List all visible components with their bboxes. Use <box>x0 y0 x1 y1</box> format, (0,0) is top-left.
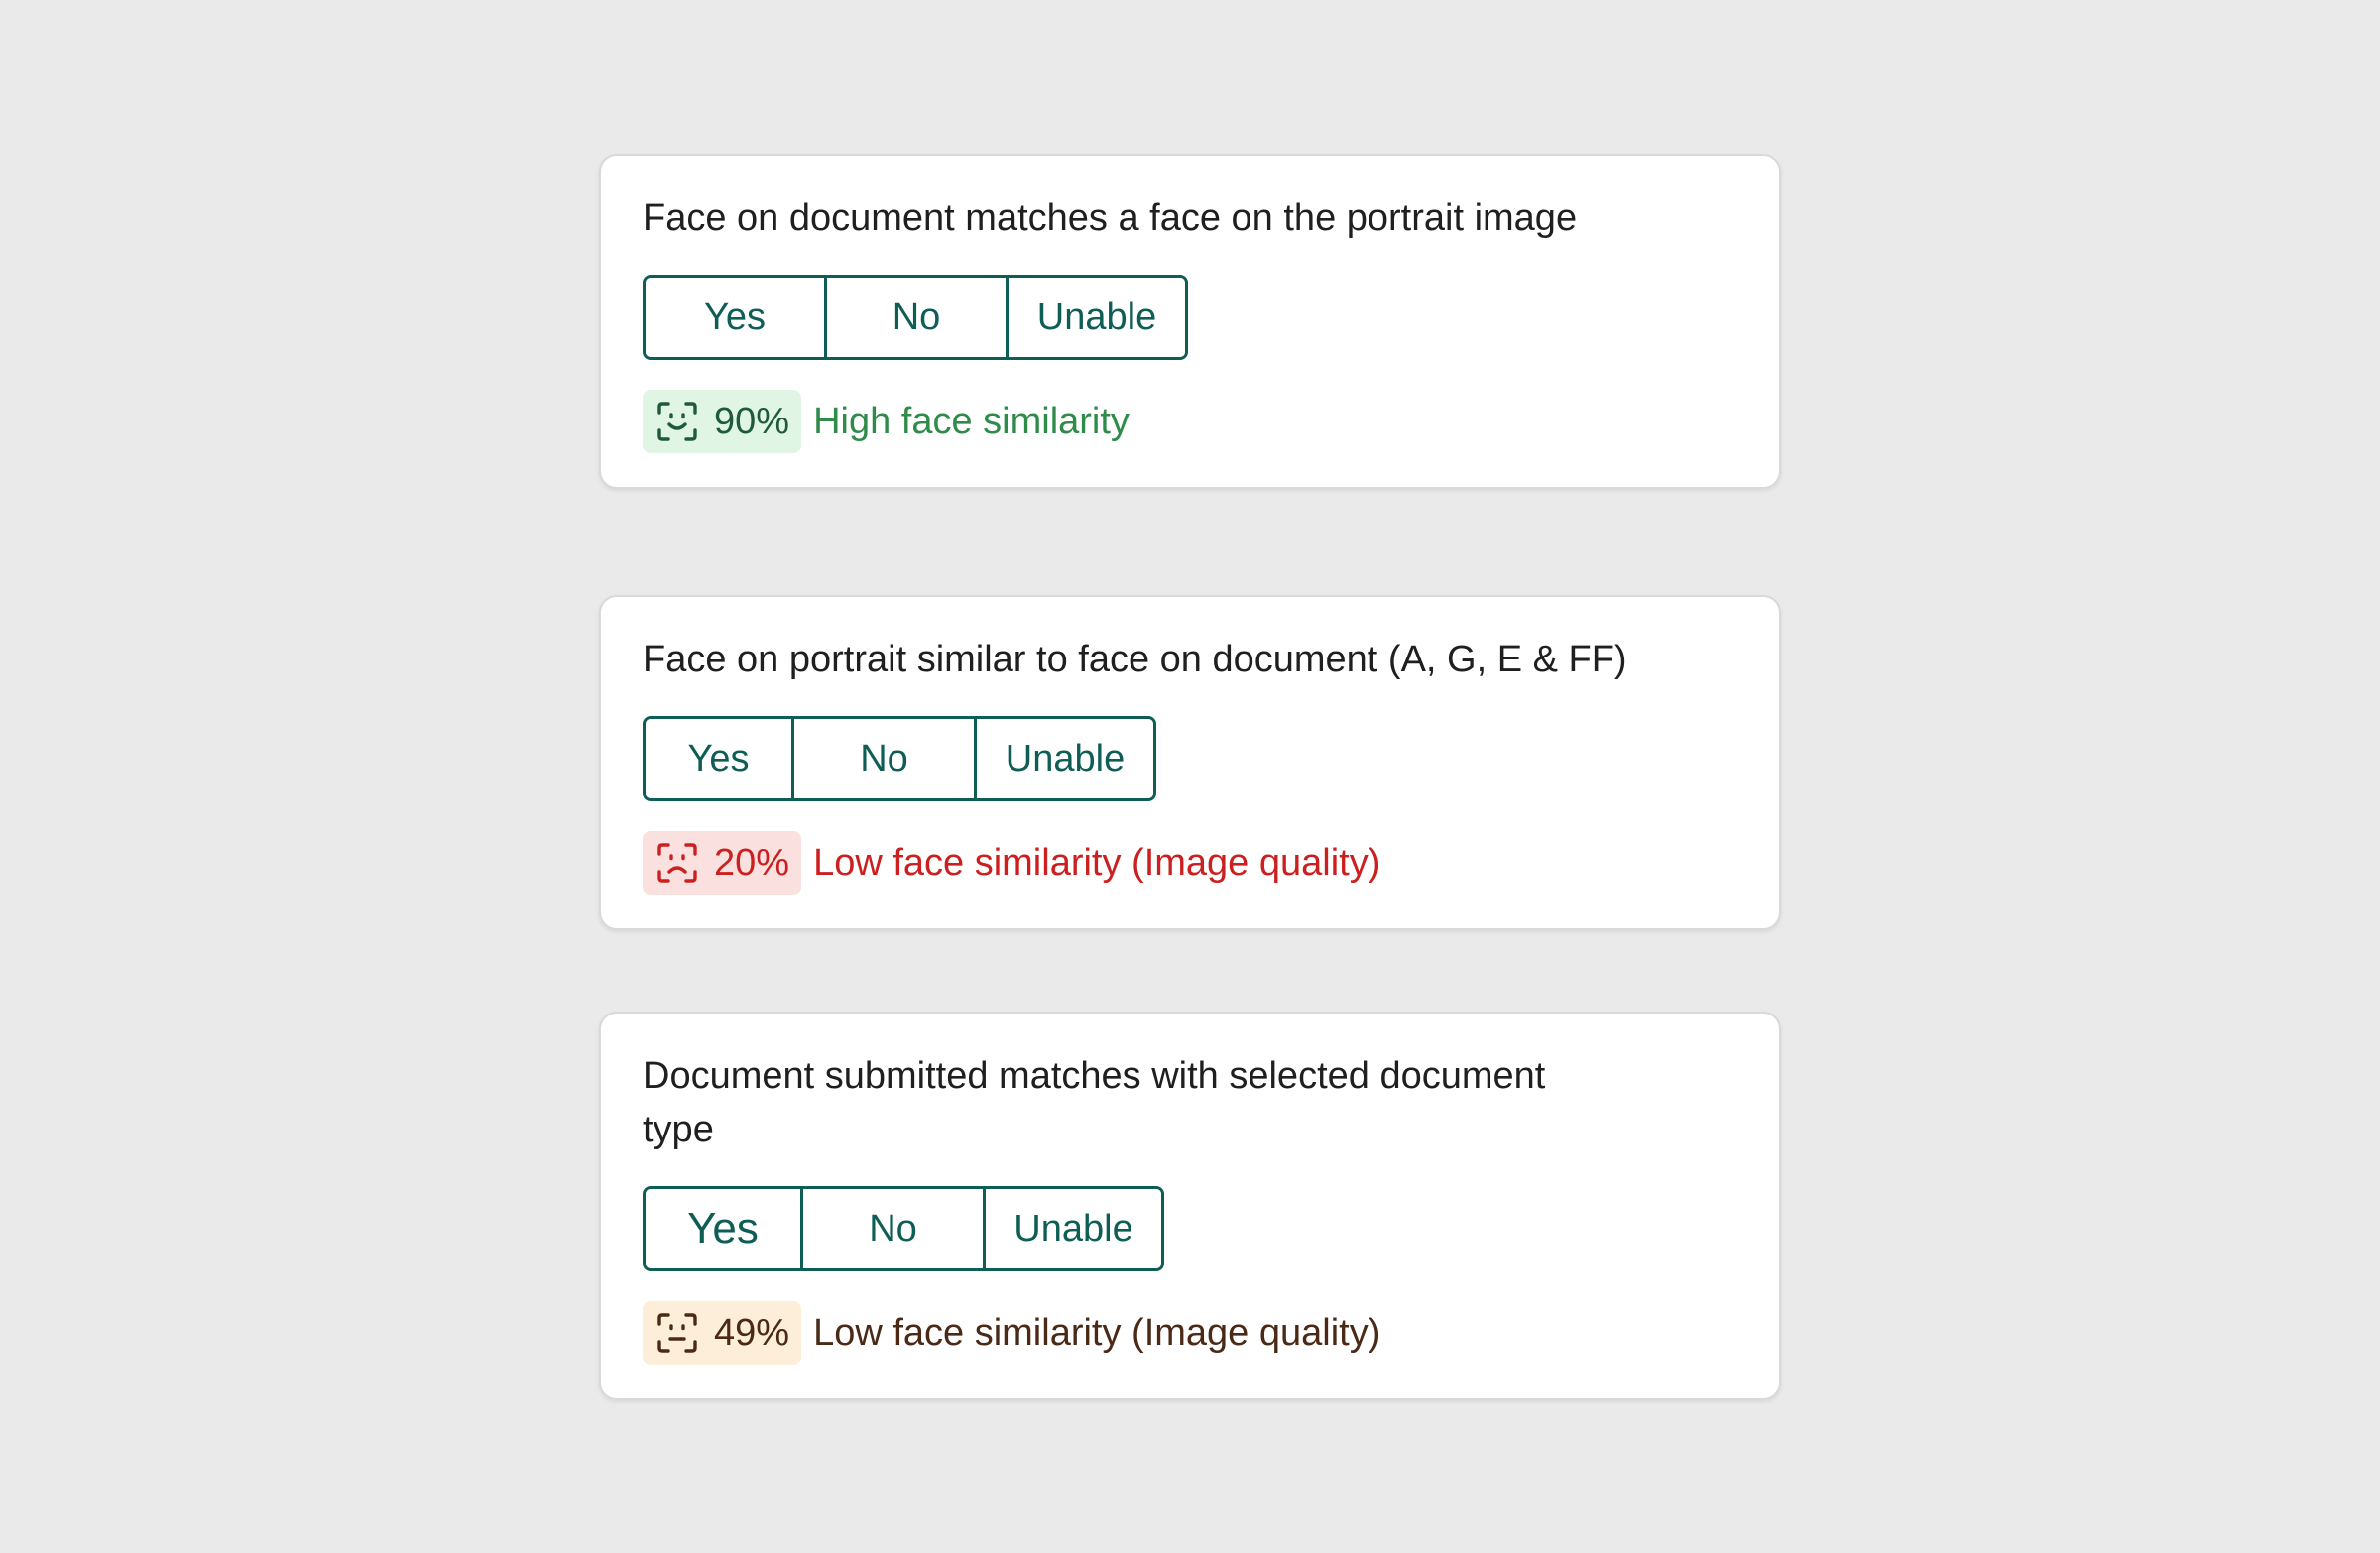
unable-button[interactable]: Unable <box>977 719 1153 798</box>
answer-segmented-control <box>643 716 1156 801</box>
similarity-label: Low face similarity (Image quality) <box>813 841 1381 884</box>
answer-segmented-control <box>643 1186 1164 1271</box>
similarity-percent: 49% <box>714 1311 790 1354</box>
face-neutral-icon <box>656 1312 698 1354</box>
similarity-score-row <box>643 831 1380 895</box>
check-question-line-1: Document submitted matches with selected document <box>643 1055 1546 1097</box>
answer-segmented-control <box>643 275 1188 360</box>
similarity-score-row <box>643 390 1130 453</box>
check-question-line-2: type <box>643 1109 714 1150</box>
check-card-document-type <box>599 1012 1781 1400</box>
check-card-portrait-similarity <box>599 595 1781 930</box>
similarity-percent: 20% <box>714 841 790 884</box>
no-button[interactable]: No <box>827 278 1009 357</box>
similarity-badge <box>643 831 801 895</box>
check-card-face-match <box>599 154 1781 489</box>
check-question: Face on portrait similar to face on document (A, G, E & FF) <box>643 639 1627 680</box>
yes-button[interactable]: Yes <box>646 278 827 357</box>
check-question <box>643 1049 1545 1156</box>
unable-button[interactable]: Unable <box>986 1189 1161 1268</box>
face-smile-icon <box>656 401 698 442</box>
no-button[interactable]: No <box>794 719 977 798</box>
yes-button[interactable]: Yes <box>646 719 794 798</box>
similarity-percent: 90% <box>714 400 790 442</box>
yes-button[interactable]: Yes <box>646 1189 803 1268</box>
similarity-label: High face similarity <box>813 400 1130 442</box>
face-frown-icon <box>656 842 698 884</box>
no-button[interactable]: No <box>803 1189 986 1268</box>
check-question: Face on document matches a face on the portrait image <box>643 197 1578 239</box>
similarity-label: Low face similarity (Image quality) <box>813 1311 1381 1354</box>
similarity-score-row <box>643 1301 1380 1365</box>
similarity-badge <box>643 1301 801 1365</box>
unable-button[interactable]: Unable <box>1009 278 1185 357</box>
similarity-badge <box>643 390 801 453</box>
